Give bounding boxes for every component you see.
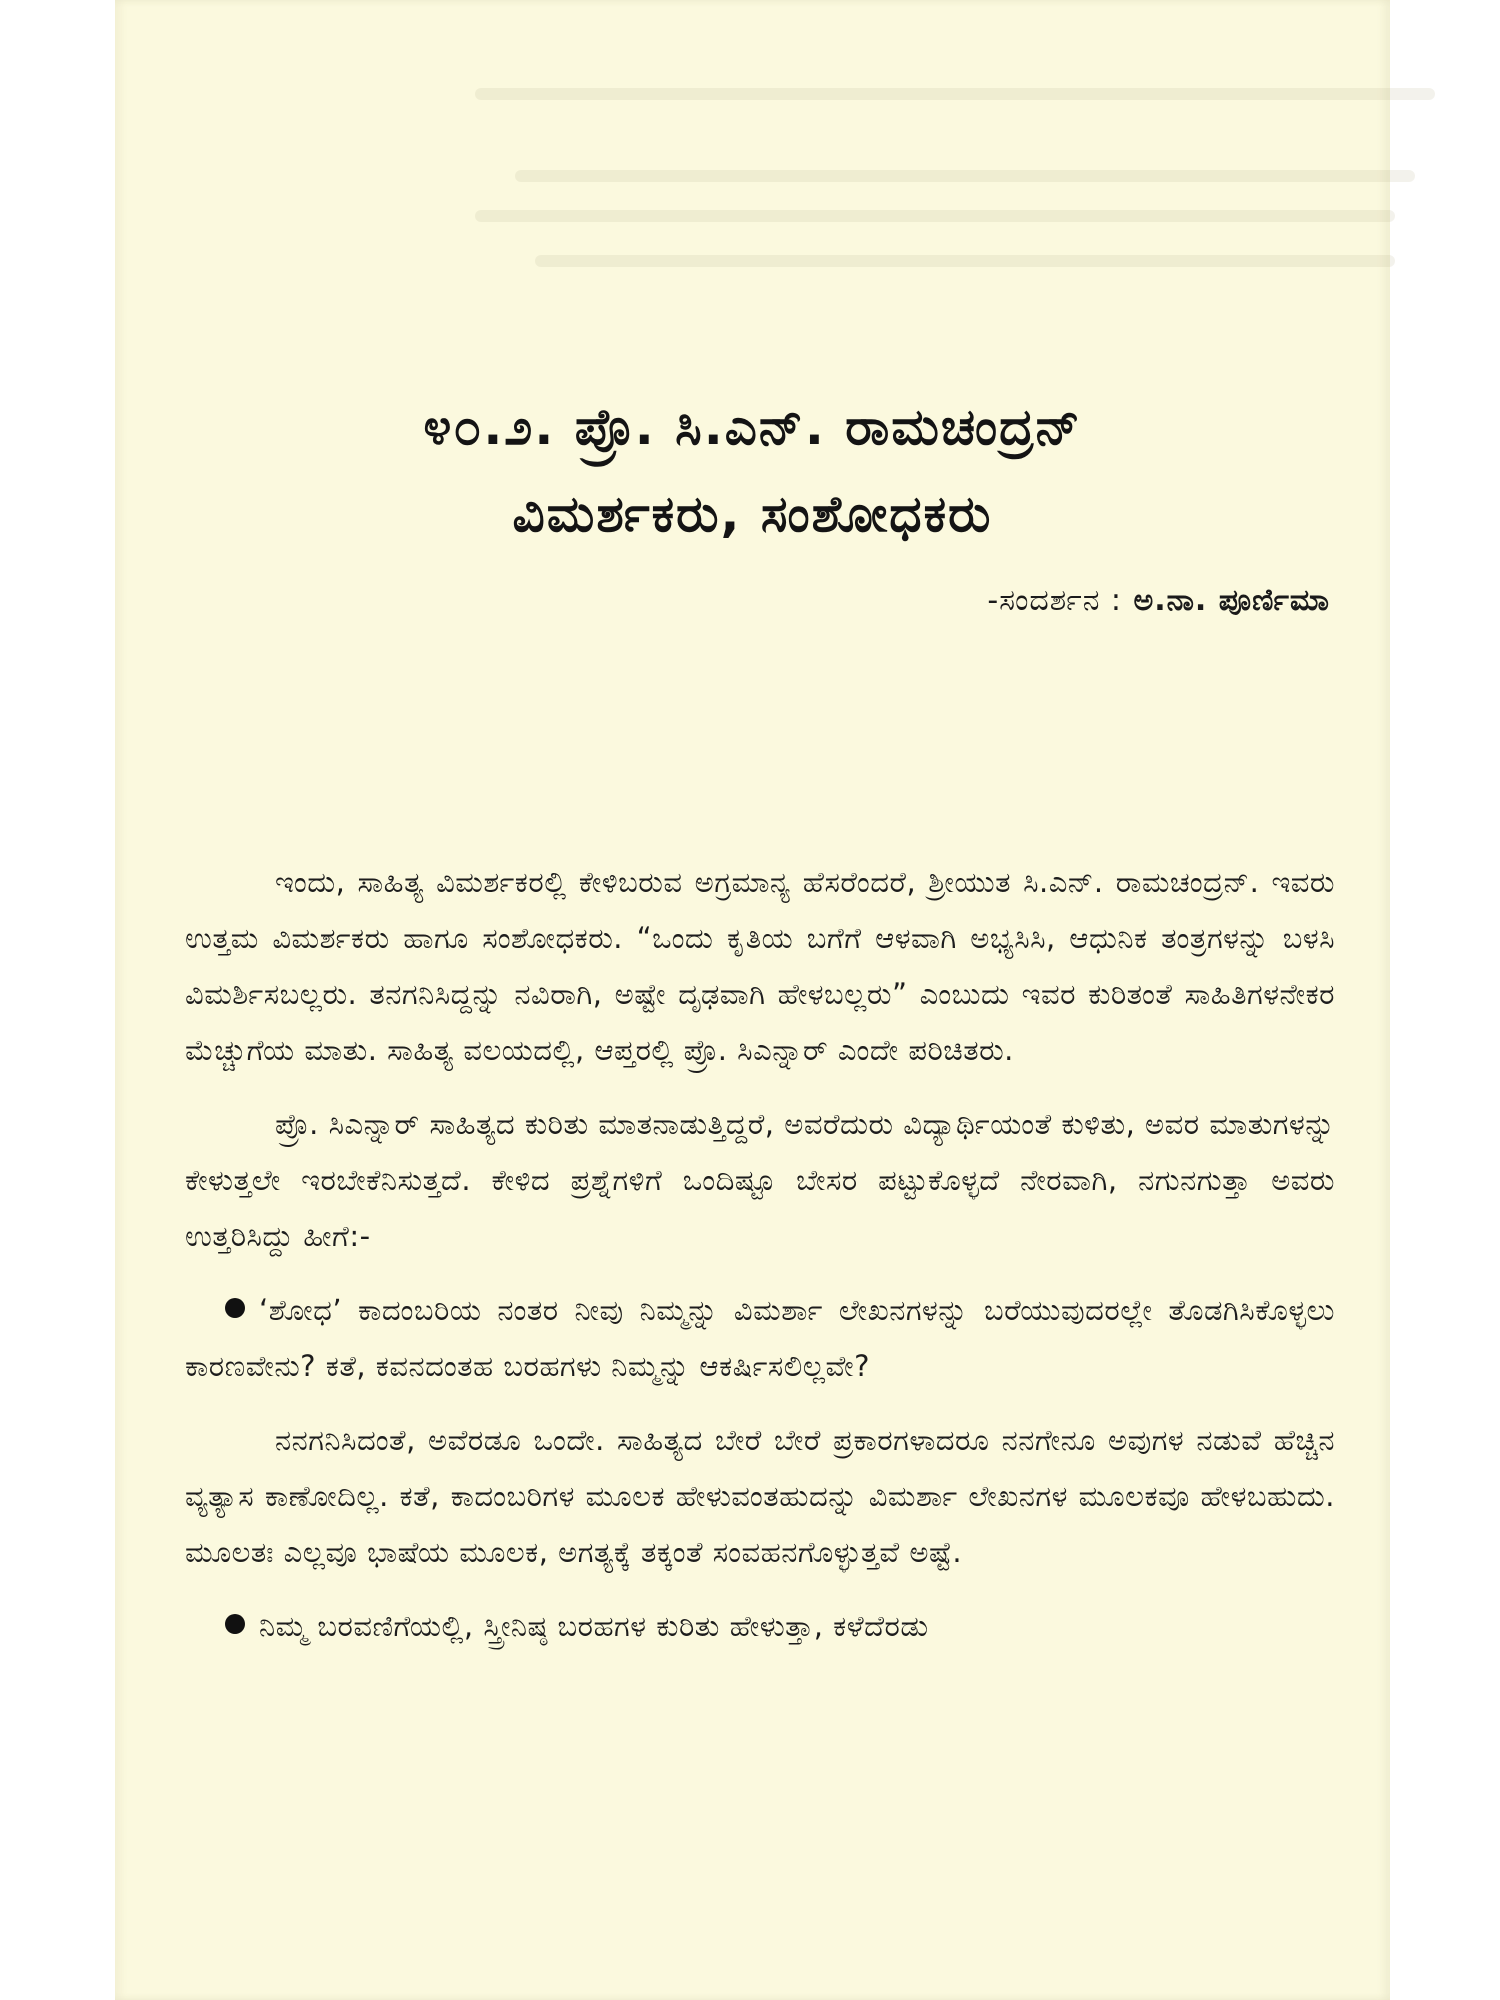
article-body xyxy=(185,855,1335,1673)
byline-name: ಅ.ನಾ. ಪೂರ್ಣಿಮಾ xyxy=(1133,583,1330,618)
byline-label: -ಸಂದರ್ಶನ : xyxy=(987,583,1123,618)
chapter-subtitle: ವಿಮರ್ಶಕರು, ಸಂಶೋಧಕರು xyxy=(512,485,993,543)
intro-paragraph-2: ಪ್ರೊ. ಸಿಎನ್ನಾರ್ ಸಾಹಿತ್ಯದ ಕುರಿತು ಮಾತನಾಡುತ್ತಿದ್ದರೆ, ಅವರೆದುರು ವಿದ್ಯಾರ್ಥಿಯಂತೆ ಕುಳಿತು, ಅವರ ಮಾತುಗಳನ್ನು ಕೇಳುತ್ತಲೇ ಇರಬೇಕೆನಿಸುತ್ತದೆ. ಕೇಳಿದ ಪ್ರಶ್ನೆಗಳಿಗೆ ಒಂದಿಷ್ಟೂ ಬೇಸರ ಪಟ್ಟುಕೊಳ್ಳದೆ ನೇರವಾಗಿ, ನಗುನಗುತ್ತಾ ಅವರು ಉತ್ತರಿಸಿದ್ದು ಹೀಗೆ:- xyxy=(185,1106,1335,1253)
question-text: ನಿಮ್ಮ ಬರವಣಿಗೆಯಲ್ಲಿ, ಸ್ತ್ರೀನಿಷ್ಠ ಬರಹಗಳ ಕುರಿತು ಹೇಳುತ್ತಾ, ಕಳೆದೆರಡು xyxy=(259,1608,929,1643)
intro-paragraph: ಇಂದು, ಸಾಹಿತ್ಯ ವಿಮರ್ಶಕರಲ್ಲಿ ಕೇಳಿಬರುವ ಅಗ್ರಮಾನ್ಯ ಹೆಸರೆಂದರೆ, ಶ್ರೀಯುತ ಸಿ.ಎನ್. ರಾಮಚಂದ್ರನ್. ಇವರು ಉತ್ತಮ ವಿಮರ್ಶಕರು ಹಾಗೂ ಸಂಶೋಧಕರು. “ಒಂದು ಕೃತಿಯ ಬಗೆಗೆ ಆಳವಾಗಿ ಅಭ್ಯಸಿಸಿ, ಆಧುನಿಕ ತಂತ್ರಗಳನ್ನು ಬಳಸಿ ವಿಮರ್ಶಿಸಬಲ್ಲರು. ತನಗನಿಸಿದ್ದನ್ನು ನವಿರಾಗಿ, ಅಷ್ಟೇ ದೃಢವಾಗಿ ಹೇಳಬಲ್ಲರು” ಎಂಬುದು ಇವರ ಕುರಿತಂತೆ ಸಾಹಿತಿಗಳನೇಕರ ಮೆಚ್ಚುಗೆಯ ಮಾತು. ಸಾಹಿತ್ಯ ವಲಯದಲ್ಲಿ, ಆಪ್ತರಲ್ಲಿ ಪ್ರೊ. ಸಿಎನ್ನಾರ್ ಎಂದೇ ಪರಿಚಿತರು. xyxy=(185,865,1335,1067)
question-text: ‘ಶೋಧ’ ಕಾದಂಬರಿಯ ನಂತರ ನೀವು ನಿಮ್ಮನ್ನು ವಿಮರ್ಶಾ ಲೇಖನಗಳನ್ನು ಬರೆಯುವುದರಲ್ಲೇ ತೊಡಗಿಸಿಕೊಳ್ಳಲು ಕಾರಣವೇನು? ಕತೆ, ಕವನದಂತಹ ಬರಹಗಳು ನಿಮ್ಮನ್ನು ಆಕರ್ಷಿಸಲಿಲ್ಲವೇ? xyxy=(185,1292,1335,1383)
show-through-text xyxy=(535,255,1395,267)
chapter-title: ೪೦.೨. ಪ್ರೊ. ಸಿ.ಎನ್. ರಾಮಚಂದ್ರನ್ xyxy=(423,398,1082,456)
interview-question xyxy=(185,1283,1335,1395)
book-page xyxy=(115,0,1390,2000)
show-through-text xyxy=(475,88,1435,100)
interviewer-byline xyxy=(987,583,1330,618)
show-through-text xyxy=(475,210,1395,222)
bullet-icon xyxy=(225,1614,245,1634)
interview-answer: ನನಗನಿಸಿದಂತೆ, ಅವೆರಡೂ ಒಂದೇ. ಸಾಹಿತ್ಯದ ಬೇರೆ ಬೇರೆ ಪ್ರಕಾರಗಳಾದರೂ ನನಗೇನೂ ಅವುಗಳ ನಡುವೆ ಹೆಚ್ಚಿನ ವ್ಯತ್ಯಾಸ ಕಾಣೋದಿಲ್ಲ. ಕತೆ, ಕಾದಂಬರಿಗಳ ಮೂಲಕ ಹೇಳುವಂತಹುದನ್ನು ವಿಮರ್ಶಾ ಲೇಖನಗಳ ಮೂಲಕವೂ ಹೇಳಬಹುದು. ಮೂಲತಃ ಎಲ್ಲವೂ ಭಾಷೆಯ ಮೂಲಕ, ಅಗತ್ಯಕ್ಕೆ ತಕ್ಕಂತೆ ಸಂವಹನಗೊಳ್ಳುತ್ತವೆ ಅಷ್ಟೆ. xyxy=(185,1422,1335,1569)
show-through-text xyxy=(515,170,1415,182)
bullet-icon xyxy=(225,1298,245,1318)
interview-question xyxy=(185,1599,1335,1655)
